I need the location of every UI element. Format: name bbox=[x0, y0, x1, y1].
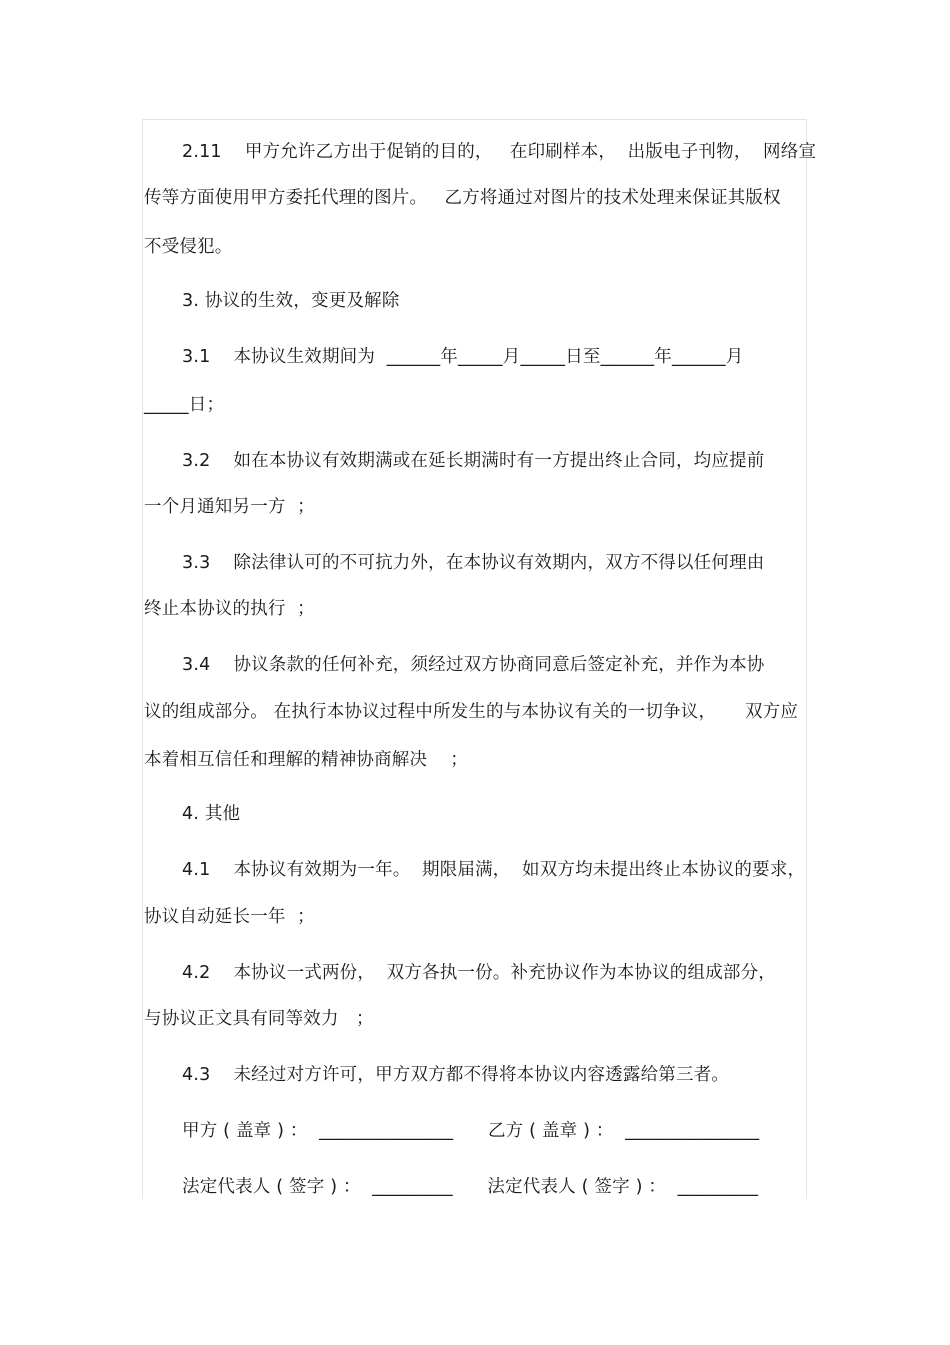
clause-4-1-line-1: 4.1 本协议有效期为一年。 期限届满， 如双方均未提出终止本协议的要求， bbox=[182, 860, 806, 880]
clause-2-11-line-1: 2.11 甲方允许乙方出于促销的目的， 在印刷样本， 出版电子刊物， 网络宣 bbox=[182, 142, 817, 162]
clause-3-3-line-2: 终止本协议的执行 ； bbox=[144, 599, 315, 619]
clause-3-2-line-1: 3.2 如在本协议有效期满或在延长期满时有一方提出终止合同，均应提前 bbox=[182, 451, 765, 471]
clause-2-11-line-2: 传等方面使用甲方委托代理的图片。 乙方将通过对图片的技术处理来保证其版权 bbox=[144, 188, 781, 208]
clause-3-4-line-3: 本着相互信任和理解的精神协商解决 ； bbox=[144, 750, 468, 770]
section-4-heading: 4. 其他 bbox=[182, 804, 241, 824]
clause-3-4-line-1: 3.4 协议条款的任何补充，须经过双方协商同意后签定补充，并作为本协 bbox=[182, 655, 765, 675]
section-3-heading: 3. 协议的生效，变更及解除 bbox=[182, 291, 400, 311]
clause-4-3-line-1: 4.3 未经过对方许可，甲方双方都不得将本协议内容透露给第三者。 bbox=[182, 1065, 730, 1085]
clause-3-1-line-2: _____日； bbox=[144, 395, 225, 415]
clause-3-4-line-2: 议的组成部分。 在执行本协议过程中所发生的与本协议有关的一切争议， 双方应 bbox=[144, 702, 799, 722]
seal-signature-line: 甲方 ( 盖章 ) ： _______________ 乙方 ( 盖章 ) ： _______________ bbox=[182, 1121, 760, 1141]
clause-3-2-line-2: 一个月通知另一方 ； bbox=[144, 497, 315, 517]
clause-4-1-line-2: 协议自动延长一年 ； bbox=[144, 907, 315, 927]
clause-3-1-line-1: 3.1 本协议生效期间为 ______年_____月_____日至______年______月 bbox=[182, 347, 744, 367]
clause-3-3-line-1: 3.3 除法律认可的不可抗力外，在本协议有效期内，双方不得以任何理由 bbox=[182, 553, 765, 573]
clause-4-2-line-1: 4.2 本协议一式两份， 双方各执一份。补充协议作为本协议的组成部分， bbox=[182, 963, 777, 983]
legal-representative-signature-line: 法定代表人 ( 签字 ) ： _________ 法定代表人 ( 签字 ) ： _________ bbox=[182, 1177, 759, 1197]
clause-4-2-line-2: 与协议正文具有同等效力 ； bbox=[144, 1009, 374, 1029]
clause-2-11-line-3: 不受侵犯。 bbox=[144, 237, 233, 257]
